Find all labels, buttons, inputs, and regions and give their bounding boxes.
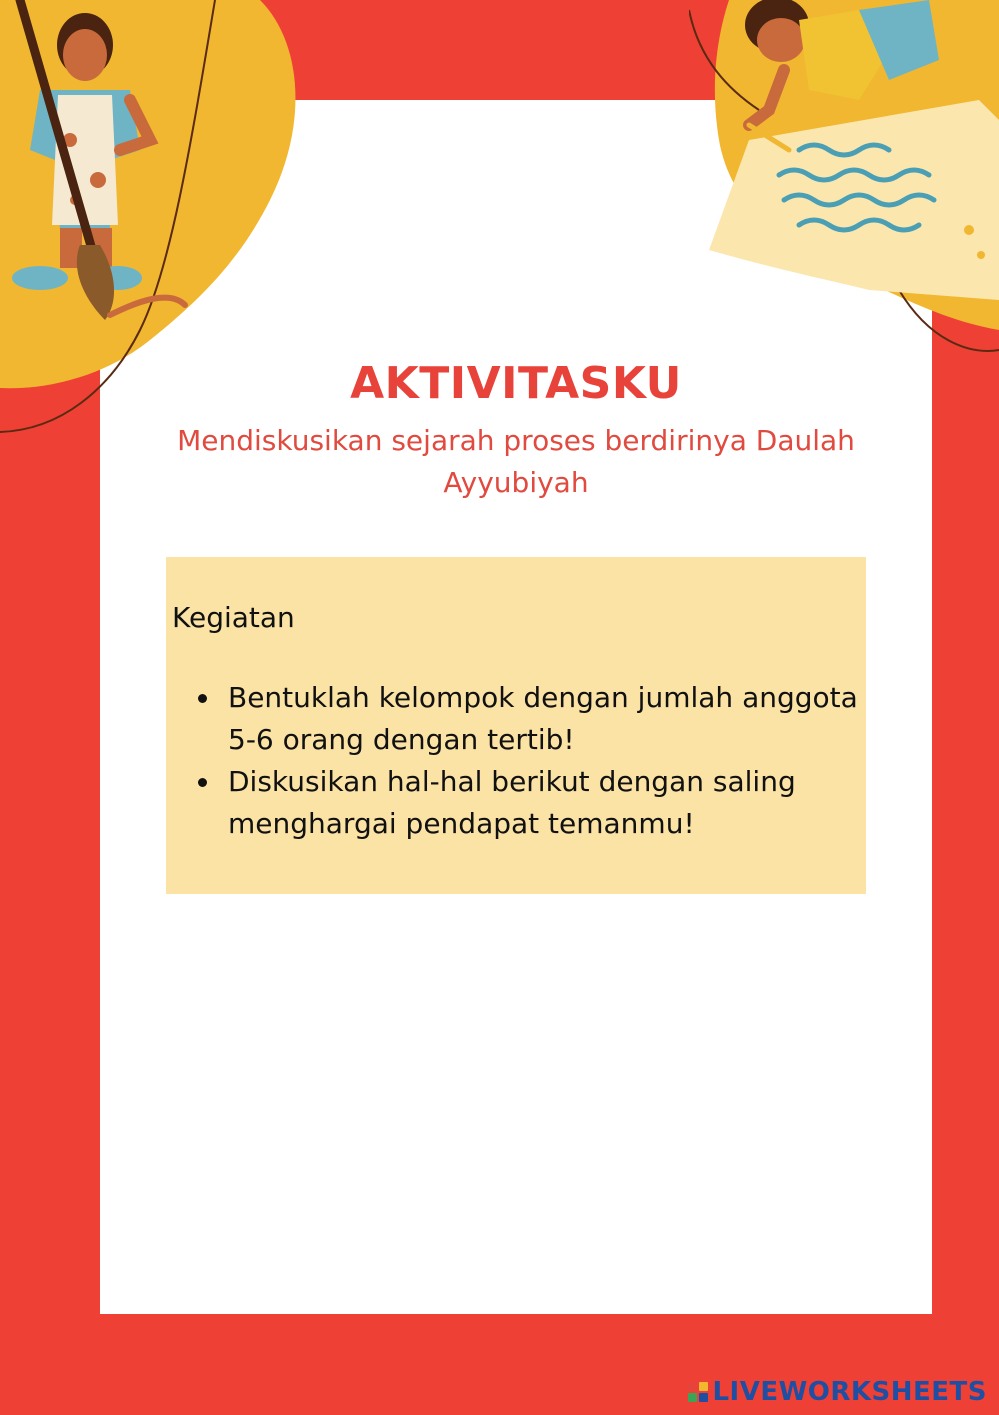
page-subtitle: Mendiskusikan sejarah proses berdirinya Daulah Ayyubiyah [177, 424, 855, 499]
writing-child-illustration [689, 0, 999, 360]
list-item: • Bentuklah kelompok dengan jumlah anggota 5-6 orang dengan tertib! [222, 677, 860, 761]
activity-box [166, 557, 866, 894]
activity-list [172, 677, 860, 845]
liveworksheets-logo [688, 1377, 987, 1407]
activity-heading: Kegiatan [172, 601, 295, 634]
brand-name: LIVEWORKSHEETS [712, 1377, 987, 1407]
page-title: AKTIVITASKU [350, 358, 682, 409]
list-item: • Diskusikan hal-hal berikut dengan saling menghargai pendapat temanmu! [222, 761, 860, 845]
liveworksheets-icon [688, 1382, 708, 1402]
